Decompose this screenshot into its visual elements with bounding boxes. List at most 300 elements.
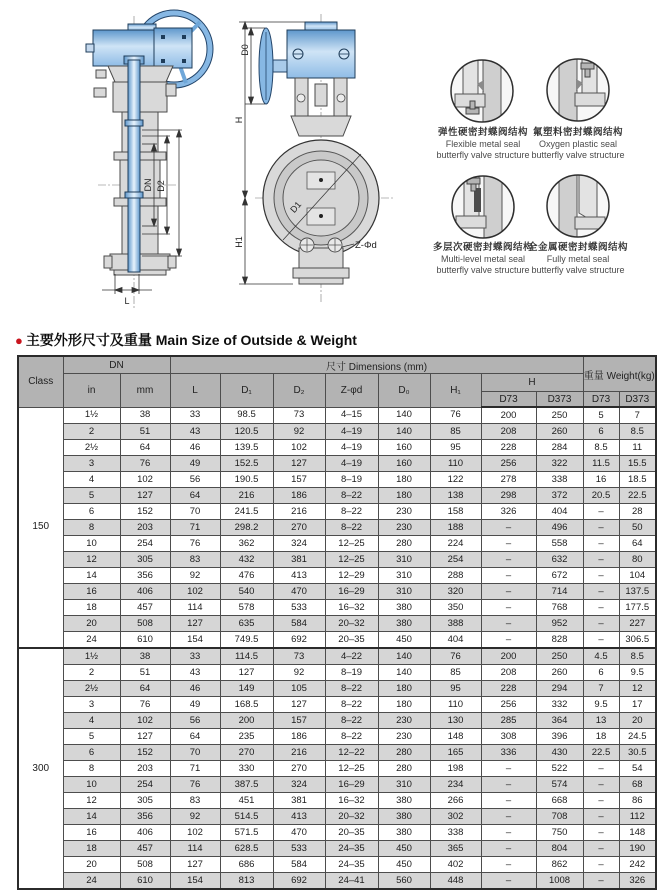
table-cell: 102 — [170, 584, 220, 600]
table-cell: 64 — [170, 488, 220, 504]
table-cell: 470 — [273, 825, 325, 841]
table-row — [18, 504, 656, 520]
table-cell: 381 — [273, 552, 325, 568]
table-cell: – — [481, 536, 536, 552]
table-cell: 64 — [619, 536, 656, 552]
caption-zh: 氟塑料密封蝶阀结构 — [532, 127, 623, 138]
table-cell: 672 — [536, 568, 583, 584]
table-cell: 6 — [583, 665, 619, 681]
table-cell: 16–32 — [325, 793, 378, 809]
table-cell: 668 — [536, 793, 583, 809]
table-cell: 38 — [120, 648, 170, 665]
table-cell: 12 — [63, 793, 120, 809]
table-cell: 336 — [481, 745, 536, 761]
table-cell: 320 — [430, 584, 481, 600]
table-cell: 714 — [536, 584, 583, 600]
table-row — [18, 825, 656, 841]
table-cell: 813 — [220, 873, 273, 890]
table-cell: 768 — [536, 600, 583, 616]
table-cell: 260 — [536, 424, 583, 440]
table-cell: 28 — [619, 504, 656, 520]
table-cell: 154 — [170, 632, 220, 649]
table-cell: – — [481, 600, 536, 616]
table-cell: 180 — [378, 697, 430, 713]
table-cell: – — [481, 761, 536, 777]
table-cell: 11 — [619, 440, 656, 456]
table-cell: 330 — [220, 761, 273, 777]
table-cell: 127 — [170, 616, 220, 632]
table-cell: 18 — [583, 729, 619, 745]
table-cell: 322 — [536, 456, 583, 472]
table-cell: 180 — [378, 681, 430, 697]
table-cell: 266 — [430, 793, 481, 809]
table-cell: 234 — [430, 777, 481, 793]
table-cell: 148 — [619, 825, 656, 841]
bolt — [337, 94, 345, 102]
table-cell: 138 — [430, 488, 481, 504]
table-cell: – — [481, 632, 536, 649]
table-cell: 64 — [120, 681, 170, 697]
table-cell: 280 — [378, 536, 430, 552]
table-cell: 256 — [481, 456, 536, 472]
table-cell: 102 — [120, 713, 170, 729]
table-cell: – — [583, 809, 619, 825]
table-cell: 20.5 — [583, 488, 619, 504]
table-cell: 12–22 — [325, 745, 378, 761]
table-cell: 380 — [378, 793, 430, 809]
table-cell: 5 — [63, 488, 120, 504]
table-cell: – — [583, 552, 619, 568]
table-cell: 250 — [536, 407, 583, 424]
table-cell: 450 — [378, 632, 430, 649]
table-cell: 224 — [430, 536, 481, 552]
table-row — [18, 648, 656, 665]
header-dn: DN — [63, 356, 170, 374]
seal-detail-caption-4 — [515, 242, 641, 276]
table-cell: 6 — [63, 504, 120, 520]
table-cell: 332 — [536, 697, 583, 713]
caption-en: Multi-level metal seal — [440, 254, 526, 264]
table-cell: 404 — [536, 504, 583, 520]
table-cell: 22.5 — [583, 745, 619, 761]
table-cell: 33 — [170, 407, 220, 424]
caption-zh: 多层次硬密封蝶阀结构 — [432, 242, 533, 253]
table-cell: 457 — [120, 841, 170, 857]
dimensions-table — [17, 355, 657, 890]
table-cell: – — [583, 857, 619, 873]
table-row — [18, 857, 656, 873]
table-cell: 76 — [120, 456, 170, 472]
table-cell: 64 — [170, 729, 220, 745]
caption-en: Flexible metal seal — [445, 139, 521, 149]
table-cell: 5 — [583, 407, 619, 424]
table-cell: – — [481, 568, 536, 584]
table-row — [18, 777, 656, 793]
table-cell: 235 — [220, 729, 273, 745]
table-cell: 114 — [170, 600, 220, 616]
table-cell: 110 — [430, 697, 481, 713]
table-cell: 160 — [378, 440, 430, 456]
table-row — [18, 761, 656, 777]
table-cell: 148 — [430, 729, 481, 745]
table-cell: 203 — [120, 520, 170, 536]
table-cell: 154 — [170, 873, 220, 890]
caption-zh: 全金属硬密封蝶阀结构 — [527, 242, 628, 253]
header-H: H — [481, 374, 583, 392]
table-row — [18, 536, 656, 552]
table-cell: – — [583, 777, 619, 793]
table-cell: 157 — [273, 472, 325, 488]
table-cell: 157 — [273, 713, 325, 729]
table-cell: – — [583, 568, 619, 584]
table-cell: 628.5 — [220, 841, 273, 857]
table-cell: 86 — [619, 793, 656, 809]
table-cell: 114 — [170, 841, 220, 857]
table-row — [18, 584, 656, 600]
table-cell: 11.5 — [583, 456, 619, 472]
table-cell: 18.5 — [619, 472, 656, 488]
table-cell: – — [481, 873, 536, 890]
table-cell: 310 — [378, 777, 430, 793]
table-cell: 149 — [220, 681, 273, 697]
table-row — [18, 552, 656, 568]
table-row — [18, 600, 656, 616]
table-cell: 127 — [273, 697, 325, 713]
table-cell: 338 — [536, 472, 583, 488]
table-cell: 430 — [536, 745, 583, 761]
table-cell: 364 — [536, 713, 583, 729]
table-cell: 16–29 — [325, 584, 378, 600]
table-cell: – — [583, 761, 619, 777]
table-cell: 188 — [430, 520, 481, 536]
seal-detail-caption-2 — [515, 127, 641, 161]
table-cell: 12 — [63, 552, 120, 568]
table-cell: 227 — [619, 616, 656, 632]
table-row — [18, 568, 656, 584]
table-cell: – — [583, 632, 619, 649]
table-cell: 73 — [273, 648, 325, 665]
table-cell: 70 — [170, 504, 220, 520]
table-cell: 12–29 — [325, 568, 378, 584]
table-cell: 285 — [481, 713, 536, 729]
dim-label-l: L — [124, 296, 130, 306]
table-cell: 51 — [120, 665, 170, 681]
table-cell: 20–32 — [325, 809, 378, 825]
table-cell: 310 — [378, 584, 430, 600]
table-cell: 200 — [220, 713, 273, 729]
table-cell: 8 — [63, 520, 120, 536]
table-cell: – — [481, 857, 536, 873]
table-cell: 24 — [63, 873, 120, 890]
header-D2: D₂ — [273, 374, 325, 408]
header-W-D373: D373 — [619, 392, 656, 408]
dim-label-d2: D2 — [156, 180, 166, 192]
table-cell: 522 — [536, 761, 583, 777]
table-cell: 200 — [481, 407, 536, 424]
table-cell: – — [481, 793, 536, 809]
table-cell: 3 — [63, 697, 120, 713]
table-cell: – — [583, 873, 619, 890]
table-cell: 20–32 — [325, 616, 378, 632]
table-cell: 242 — [619, 857, 656, 873]
header-dimensions: 尺寸 Dimensions (mm) — [170, 356, 583, 374]
table-row — [18, 729, 656, 745]
table-cell: – — [481, 616, 536, 632]
table-cell: 110 — [430, 456, 481, 472]
table-cell: 302 — [430, 809, 481, 825]
table-row — [18, 809, 656, 825]
table-cell: 33 — [170, 648, 220, 665]
table-cell: 632 — [536, 552, 583, 568]
table-cell: 574 — [536, 777, 583, 793]
table-cell: 326 — [619, 873, 656, 890]
table-cell: 635 — [220, 616, 273, 632]
table-cell: 584 — [273, 616, 325, 632]
table-cell: 8–22 — [325, 681, 378, 697]
table-row — [18, 456, 656, 472]
table-cell: 708 — [536, 809, 583, 825]
header-in: in — [63, 374, 120, 408]
table-cell: 18 — [63, 841, 120, 857]
caption-en: Fully metal seal — [546, 254, 610, 264]
table-cell: 20–35 — [325, 825, 378, 841]
table-cell: 16–32 — [325, 600, 378, 616]
table-cell: 56 — [170, 472, 220, 488]
table-cell: 127 — [120, 488, 170, 504]
table-row — [18, 681, 656, 697]
gearbox-front — [287, 22, 355, 78]
header-L: L — [170, 374, 220, 408]
table-cell: 540 — [220, 584, 273, 600]
table-cell: 30.5 — [619, 745, 656, 761]
table-header — [18, 356, 656, 407]
table-cell: – — [481, 825, 536, 841]
table-cell: 2 — [63, 424, 120, 440]
table-cell: 20 — [619, 713, 656, 729]
table-cell: 828 — [536, 632, 583, 649]
table-cell: 130 — [430, 713, 481, 729]
table-cell: 571.5 — [220, 825, 273, 841]
table-cell: 305 — [120, 552, 170, 568]
table-cell: 83 — [170, 552, 220, 568]
table-cell: 230 — [378, 504, 430, 520]
table-cell: 12–25 — [325, 552, 378, 568]
table-cell: 12–25 — [325, 536, 378, 552]
table-cell: 396 — [536, 729, 583, 745]
table-cell: 380 — [378, 825, 430, 841]
table-cell: 862 — [536, 857, 583, 873]
table-cell: 228 — [481, 681, 536, 697]
table-cell: 49 — [170, 697, 220, 713]
table-cell: 254 — [120, 777, 170, 793]
table-cell: 50 — [619, 520, 656, 536]
table-cell: 122 — [430, 472, 481, 488]
table-cell: 294 — [536, 681, 583, 697]
table-cell: 165 — [430, 745, 481, 761]
table-cell: 692 — [273, 873, 325, 890]
table-cell: 186 — [273, 729, 325, 745]
table-cell: 310 — [378, 552, 430, 568]
table-cell: – — [481, 552, 536, 568]
table-cell: 140 — [378, 424, 430, 440]
table-cell: 298.2 — [220, 520, 273, 536]
header-D1: D₁ — [220, 374, 273, 408]
table-cell: 4–19 — [325, 456, 378, 472]
table-cell: 76 — [170, 777, 220, 793]
table-cell: 610 — [120, 632, 170, 649]
table-cell: 230 — [378, 520, 430, 536]
table-cell: 216 — [220, 488, 273, 504]
table-cell: 326 — [481, 504, 536, 520]
table-cell: – — [583, 504, 619, 520]
table-cell: 413 — [273, 809, 325, 825]
table-cell: 92 — [273, 424, 325, 440]
table-cell: 16 — [63, 584, 120, 600]
valve-front-view-drawing — [235, 2, 435, 314]
table-cell: 508 — [120, 857, 170, 873]
table-cell: 80 — [619, 552, 656, 568]
table-cell: 533 — [273, 600, 325, 616]
table-cell: 54 — [619, 761, 656, 777]
table-cell: 4.5 — [583, 648, 619, 665]
table-cell: 95 — [430, 681, 481, 697]
dimension-l — [102, 274, 152, 294]
table-cell: – — [481, 809, 536, 825]
table-cell: 8.5 — [583, 440, 619, 456]
table-row — [18, 407, 656, 424]
table-cell: 14 — [63, 568, 120, 584]
caption-en: butterfly valve structure — [531, 265, 625, 275]
table-cell: 324 — [273, 777, 325, 793]
table-cell: 8–19 — [325, 665, 378, 681]
table-cell: 496 — [536, 520, 583, 536]
table-cell: 152 — [120, 504, 170, 520]
table-cell: 200 — [481, 648, 536, 665]
table-cell: 306.5 — [619, 632, 656, 649]
table-cell: 18 — [63, 600, 120, 616]
table-cell: 241.5 — [220, 504, 273, 520]
table-cell: 8–22 — [325, 504, 378, 520]
table-cell: 610 — [120, 873, 170, 890]
table-row — [18, 841, 656, 857]
header-D0: D₀ — [378, 374, 430, 408]
table-cell: 1008 — [536, 873, 583, 890]
table-cell: 278 — [481, 472, 536, 488]
table-cell: 92 — [170, 809, 220, 825]
table-cell: 9.5 — [619, 665, 656, 681]
table-row — [18, 632, 656, 649]
table-cell: 105 — [273, 681, 325, 697]
table-cell: 2½ — [63, 681, 120, 697]
table-row — [18, 793, 656, 809]
table-cell: 692 — [273, 632, 325, 649]
table-cell: 350 — [430, 600, 481, 616]
table-cell: – — [481, 520, 536, 536]
table-row — [18, 488, 656, 504]
table-cell: 137.5 — [619, 584, 656, 600]
table-cell: 12 — [619, 681, 656, 697]
table-cell: 10 — [63, 536, 120, 552]
table-cell: 8.5 — [619, 424, 656, 440]
table-cell: 43 — [170, 665, 220, 681]
table-cell: 7 — [619, 407, 656, 424]
table-cell: 280 — [378, 745, 430, 761]
table-cell: 127 — [120, 729, 170, 745]
table-cell: 114.5 — [220, 648, 273, 665]
table-cell: 98.5 — [220, 407, 273, 424]
table-cell: 270 — [220, 745, 273, 761]
table-cell: 558 — [536, 536, 583, 552]
table-cell: 380 — [378, 809, 430, 825]
table-cell: 24–41 — [325, 873, 378, 890]
table-cell: 24 — [63, 632, 120, 649]
class-cell: 150 — [18, 407, 63, 648]
table-row — [18, 713, 656, 729]
table-cell: 4 — [63, 472, 120, 488]
bottom-flange — [293, 248, 349, 284]
table-cell: 76 — [430, 407, 481, 424]
table-cell: 70 — [170, 745, 220, 761]
caption-en: butterfly valve structure — [436, 265, 530, 275]
table-cell: 140 — [378, 648, 430, 665]
valve-body-front — [263, 140, 379, 256]
table-cell: 270 — [273, 761, 325, 777]
table-cell: 380 — [378, 600, 430, 616]
table-cell: 71 — [170, 761, 220, 777]
table-cell: 15.5 — [619, 456, 656, 472]
table-cell: 85 — [430, 424, 481, 440]
table-cell: 208 — [481, 665, 536, 681]
table-cell: 476 — [220, 568, 273, 584]
table-cell: 284 — [536, 440, 583, 456]
table-cell: 198 — [430, 761, 481, 777]
table-cell: 76 — [430, 648, 481, 665]
table-cell: 298 — [481, 488, 536, 504]
table-row — [18, 697, 656, 713]
table-cell: 256 — [481, 697, 536, 713]
table-cell: 71 — [170, 520, 220, 536]
header-weight: 重量 Weight(kg) — [583, 356, 656, 392]
table-cell: – — [583, 520, 619, 536]
table-cell: 310 — [378, 568, 430, 584]
table-cell: 92 — [170, 568, 220, 584]
table-cell: 4–22 — [325, 648, 378, 665]
table-cell: 254 — [430, 552, 481, 568]
table-cell: 8 — [63, 761, 120, 777]
table-cell: 750 — [536, 825, 583, 841]
table-cell: 168.5 — [220, 697, 273, 713]
table-cell: 230 — [378, 713, 430, 729]
seal-detail-drawing-1 — [449, 58, 515, 124]
table-cell: 76 — [120, 697, 170, 713]
bolt — [297, 94, 305, 102]
table-cell: 203 — [120, 761, 170, 777]
table-cell: 1½ — [63, 407, 120, 424]
table-cell: 22.5 — [619, 488, 656, 504]
table-cell: 448 — [430, 873, 481, 890]
table-cell: 8–22 — [325, 697, 378, 713]
table-cell: 305 — [120, 793, 170, 809]
dimension-table-body — [18, 407, 656, 889]
table-cell: 451 — [220, 793, 273, 809]
table-cell: 450 — [378, 857, 430, 873]
seal-detail-drawing-4 — [545, 173, 611, 239]
table-cell: 13 — [583, 713, 619, 729]
table-cell: 152.5 — [220, 456, 273, 472]
table-cell: 230 — [378, 729, 430, 745]
table-cell: 280 — [378, 761, 430, 777]
table-cell: 4–15 — [325, 407, 378, 424]
